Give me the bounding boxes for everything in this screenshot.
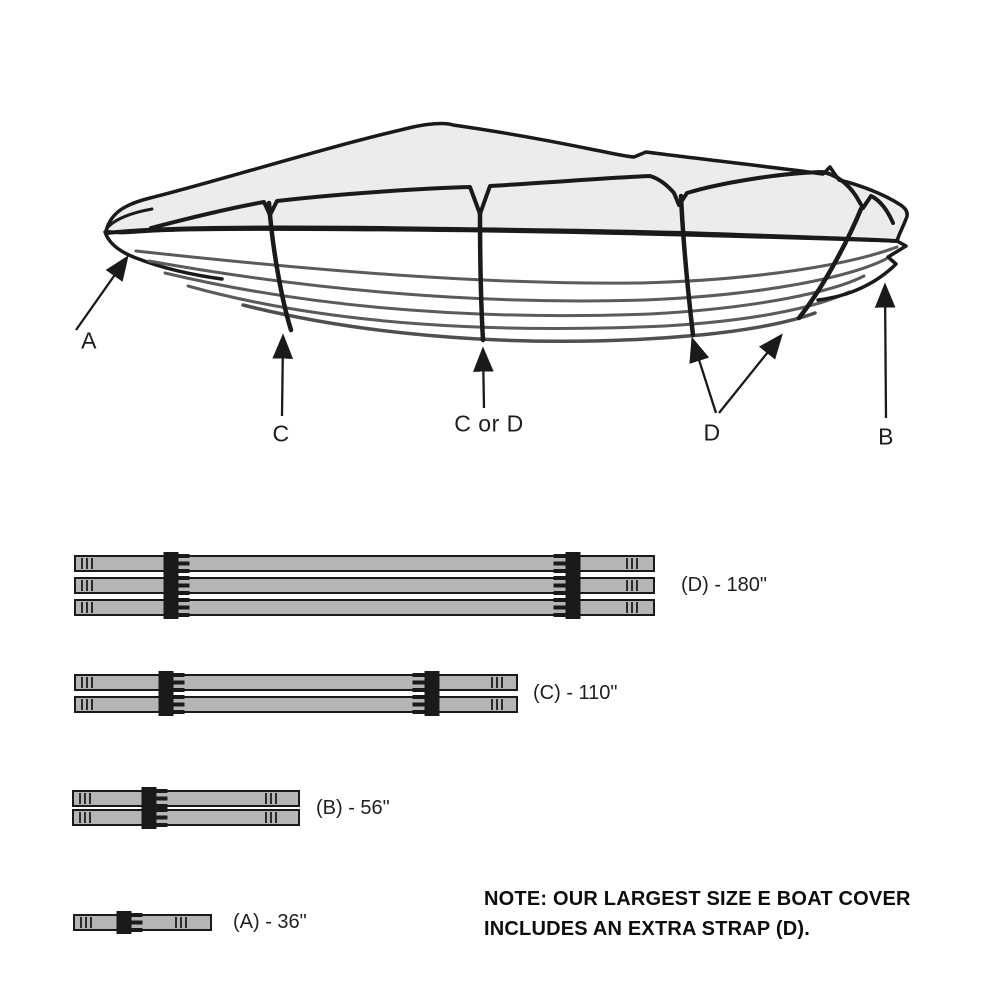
arrow-d1: [693, 341, 716, 413]
pointer-label-c: C: [272, 420, 290, 447]
buckle-prongs: [178, 554, 190, 573]
strap-buckle: [116, 911, 131, 934]
strap-group-label-C: (C) - 110": [533, 682, 618, 704]
strap-illustration-C-1: [74, 674, 518, 691]
strap-group-A: [73, 911, 307, 934]
strap-buckle: [159, 671, 174, 694]
strap-stack-D: [74, 555, 655, 616]
strap-buckle: [159, 693, 174, 716]
strap-stitch-right: [626, 558, 639, 569]
strap-stitch-left: [79, 812, 92, 823]
strap-group-label-D: (D) - 180": [681, 574, 768, 596]
strap-stack-B: [72, 790, 300, 826]
strap-stitch-left: [81, 699, 94, 710]
strap-buckle: [164, 574, 179, 597]
strap-stitch-left: [81, 677, 94, 688]
strap-illustration-B-1: [72, 790, 300, 807]
arrow-b: [885, 287, 886, 418]
strap-group-C: [74, 674, 618, 713]
strap-illustration-D-1: [74, 555, 655, 572]
buckle-prongs: [178, 598, 190, 617]
strap-buckle: [566, 596, 581, 619]
strap-illustration-B-2: [72, 809, 300, 826]
pointer-label-b: B: [878, 423, 894, 450]
strap-buckle: [164, 596, 179, 619]
strap-group-label-A: (A) - 36": [233, 911, 307, 933]
bow-stem: [105, 232, 222, 279]
hull-line-5: [243, 305, 815, 341]
strap-buckle: [164, 552, 179, 575]
strap-stitch-left: [81, 602, 94, 613]
buckle-prongs: [173, 695, 185, 714]
strap-stitch-right: [626, 602, 639, 613]
buckle-prongs: [554, 598, 566, 617]
strap-stitch-left: [79, 793, 92, 804]
strap-stitch-right: [265, 793, 278, 804]
buckle-prongs: [554, 576, 566, 595]
strap-illustration-D-3: [74, 599, 655, 616]
strap-stitch-right: [175, 917, 188, 928]
cover-outline: [106, 124, 907, 241]
strap-group-label-B: (B) - 56": [316, 796, 390, 819]
strap-stack-C: [74, 674, 518, 713]
buckle-prongs: [173, 673, 185, 692]
strap-stitch-right: [265, 812, 278, 823]
strap-group-B: [72, 790, 390, 826]
arrow-d2: [719, 337, 780, 413]
strap-buckle: [142, 806, 157, 829]
strap-stitch-right: [491, 699, 504, 710]
note-text: NOTE: OUR LARGEST SIZE E BOAT COVER INCLUDES AN EXTRA STRAP (D).: [484, 888, 911, 940]
pointer-label-c_or_d: C or D: [454, 410, 524, 437]
strap-buckle: [425, 693, 440, 716]
strap-buckle: [566, 552, 581, 575]
strap-stitch-left: [80, 917, 93, 928]
buckle-prongs: [156, 789, 168, 808]
buckle-prongs: [178, 576, 190, 595]
strap-group-D: [74, 555, 767, 616]
strap-buckle: [566, 574, 581, 597]
strap-stitch-right: [626, 580, 639, 591]
buckle-prongs: [156, 808, 168, 827]
arrow-c-or-d: [483, 351, 484, 408]
buckle-prongs: [413, 695, 425, 714]
buckle-prongs: [413, 673, 425, 692]
strap-illustration-C-2: [74, 696, 518, 713]
arrow-c: [282, 338, 283, 416]
strap-stitch-left: [81, 580, 94, 591]
strap-stitch-left: [81, 558, 94, 569]
strap-illustration-A-1: [73, 914, 212, 931]
strap-stack-A: [73, 914, 212, 931]
strap-stitch-right: [491, 677, 504, 688]
buckle-prongs: [554, 554, 566, 573]
strap-illustration-D-2: [74, 577, 655, 594]
pointer-label-d: D: [703, 419, 721, 446]
buckle-prongs: [130, 913, 142, 932]
pointer-label-a: A: [81, 327, 97, 354]
strap-buckle: [425, 671, 440, 694]
arrow-a: [76, 259, 126, 330]
